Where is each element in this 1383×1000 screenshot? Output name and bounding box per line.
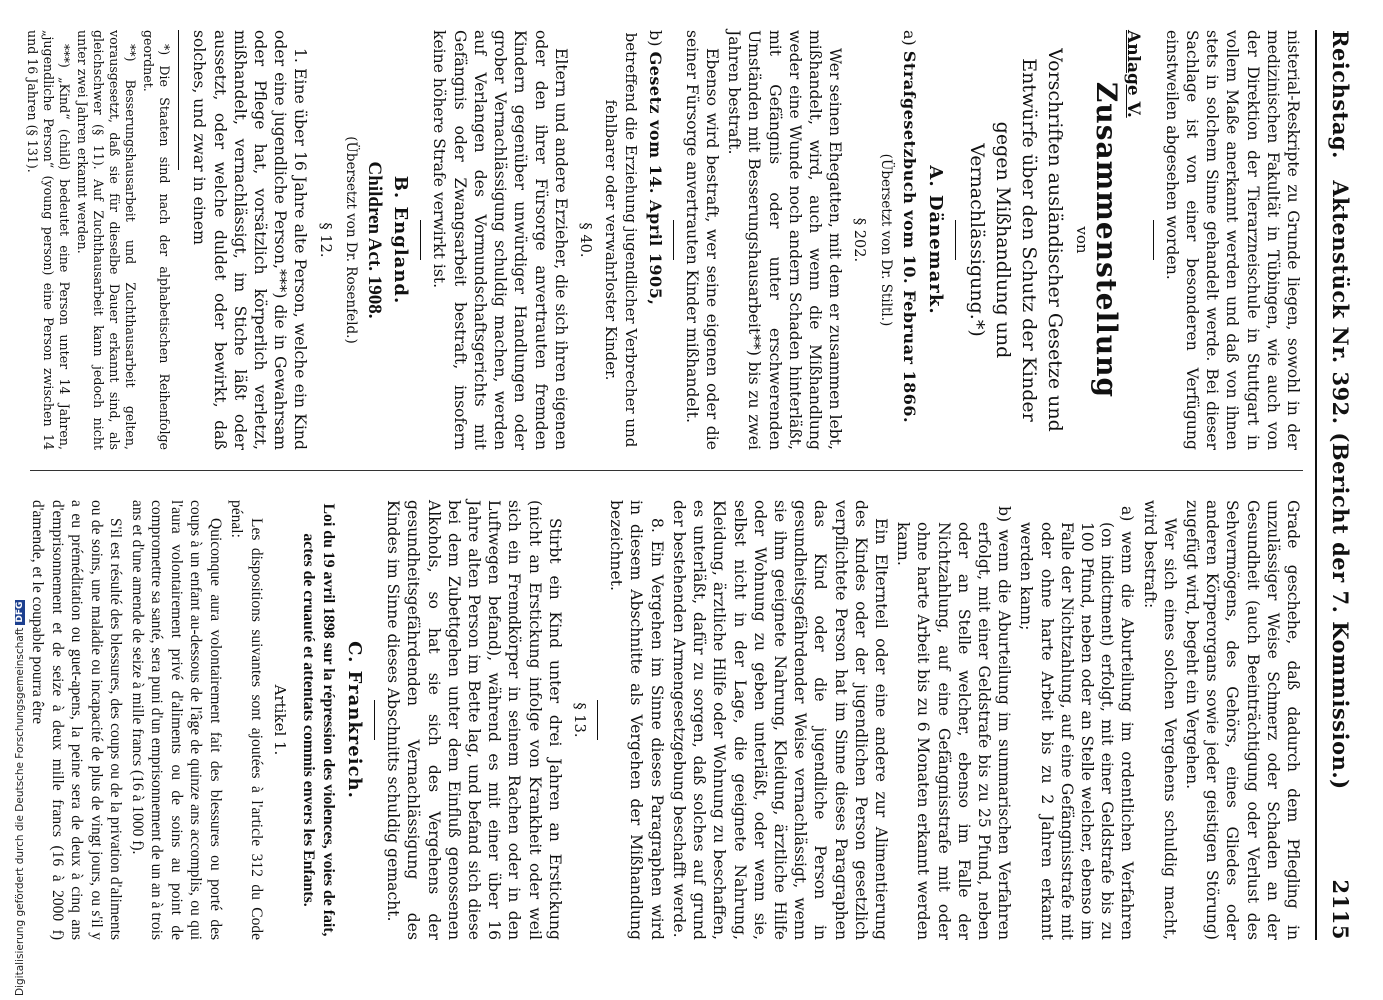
right-intro-2: Wer sich eines solchen Vergehens schuldig macht, wird bestraft:: [1140, 500, 1179, 940]
paragraph-202-text-2: Ebenso wird bestraft, wer seine eigenen oder die seiner Fürsorge anvertrauten Kinder mißhandelt.: [682, 30, 721, 450]
law-b-prefix: b): [645, 30, 665, 47]
law-a-name: Strafgesetzbuch vom 10. Februar 1866.: [899, 50, 919, 424]
footnote-rule: [178, 30, 179, 170]
page-number: 2115: [1328, 879, 1353, 940]
left-intro: nisterial-Reskripte zu Grunde liegen, sowohl in der medizinischen Fakultät in Tübingen, wie auch von der Direktion der Tierarzneischule in Stuttgart in vollem Maße anerkannt werden und daß von ihnen stets in solchem Sinne gehandelt werde. Bei dieser Sachlage ist von einer besonderen Verfügung einstweilen abgesehen worden.: [1162, 30, 1302, 450]
paragraph-202-label: § 202.: [851, 217, 868, 263]
separator: [673, 220, 674, 260]
item-a: a) wenn die Aburteilung im ordentlichen Verfahren (on indictment) erfolgt, mit einer Geldstrafe bis zu 100 Pfund, neben oder an Stelle welcher, ebenso im Falle der Nichtzahlung, auf eine Gefängnisstrafe mit oder ohne harte Arbeit bis zu 2 Jahren erkannt werden kann;: [1017, 506, 1137, 940]
dfg-logo: DFG: [15, 601, 25, 623]
right-intro: Grade geschehe, daß dadurch dem Pflegling in unzulässiger Weise Schmerz oder Schaden an der Gesundheit (auch Beeinträchtigung oder Verlust des Sehvermögens, des Gehörs, eines Gliedes oder anderen Körperorgans sowie jeder geistigen Störung) zugefügt wird, begeht ein Vergehen.: [1182, 500, 1302, 940]
section-c-heading: C. Frankreich.: [344, 641, 366, 799]
paragraph-13-label: § 13.: [571, 702, 588, 738]
footnote-3: ***) „Kind“ (child) bedeutet eine Person unter 14 Jahren, „jugendliche Person“ (young person) eine Person zwischen 14 und 16 Jahren (§ 131).: [25, 30, 73, 450]
header-left: Reichstag.: [1328, 30, 1353, 159]
french-text-3: S'il est résulté des blessures, des coups ou de la privation d'aliments ou de soins, une maladie ou incapacité de plus de vingt jours, ou s'il y a eu préméditation ou guet-apens, la peine sera de deux à cinq ans d'emprisonnement et de seize à deux mille francs (16 à 2000 f) d'amende, et le coupable pourra être: [29, 500, 125, 940]
footnote-1: *) Die Staaten sind nach der alphabetischen Reihenfolge geordnet.: [141, 30, 173, 450]
separator: [420, 220, 421, 260]
law-c-title: Children Act. 1908.: [364, 161, 386, 319]
right-column: [30, 500, 1303, 940]
french-text-2: Quiconque aura volontairement fait des blessures ou porté des coups à un enfant au-dessous de l'âge de quinze ans accomplis, ou qui l'aura volontairement privé d'aliments ou de soins au point de compromettre sa santé, sera puni d'un emprisonnement de un an à trois ans et d'une amende de seize à mille francs (16 à 1000 f).: [128, 500, 224, 940]
header-center-title: Aktenstück Nr. 392.: [1328, 180, 1353, 425]
law-c-translator: (Übersetzt von Dr. Rosenfeld.): [342, 136, 359, 344]
paragraph-40-label: § 40.: [576, 222, 593, 258]
digitization-label: Digitalisierung gefördert durch die Deutsche Forschungsgemeinschaft: [14, 627, 26, 996]
column-divider: [30, 470, 1303, 471]
law-a-translator: (Übersetzt von Dr. Stiltl.): [877, 153, 894, 327]
item-b: b) wenn die Aburteilung im summarischen Verfahren erfolgt, mit einer Geldstrafe bis zu 25 Pfund, neben oder an Stelle welcher, ebenso im Falle der Nichtzahlung, auf eine Gefängnisstrafe mit oder ohne harte Arbeit bis zu 6 Monaten erkannt werden kann.: [894, 506, 1014, 940]
document-title: Zusammenstellung: [1090, 81, 1124, 399]
separator: [1153, 220, 1154, 260]
item-8: 8. Ein Vergehen im Sinne dieses Paragraphen wird in diesem Abschnitte als Vergehen der Mißhandlung bezeichnet.: [607, 500, 666, 940]
law-b-description: betreffend die Erziehung jugendlicher Verbrecher und fehlbarer oder verwahrloster Kinder.: [602, 32, 641, 448]
parent-duty-text: Ein Elternteil oder eine andere zur Alimentierung des Kindes oder der jugendlichen Person gesetzlich verpflichtete Person hat im Sinne dieses Paragraphen das Kind oder die jugendliche Person in gesundheitsgefährdender Weise vernachlässigt, wenn sie ihm geeignete Nahrung, Kleidung, ärztliche Hilfe oder Wohnung zu geben unterläßt, oder wenn sie, selbst nicht in der Lage, die geeignete Nahrung, Kleidung, ärztliche Hilfe oder Wohnung zu beschaffen, es unterläßt, dafür zu sorgen, daß solches auf grund der bestehenden Armengesetzgebung beschafft werde.: [669, 500, 890, 940]
separator: [374, 700, 375, 740]
paragraph-13-text: Stirbt ein Kind unter drei Jahren an Erstickung (nicht an Erstickung infolge von Krankheit oder weil sich ein Fremdkörper in seinem Rachen oder in den Luftwegen befand), während es mit einer über 16 Jahre alten Person im Bette lag, und befand sich diese bei dem Zubettgehen unter dem Einfluß genossenen Alkohols, so hat sie sich des Vergehens der gesundheitsgefährdenden Vernachlässigung des Kindes im Sinne dieses Abschnitts schuldig gemacht.: [384, 500, 564, 940]
law-b-name: Gesetz vom 14. April 1905,: [645, 51, 665, 306]
article-label: Artikel 1.: [270, 684, 289, 756]
page-header: [1319, 30, 1359, 940]
header-center-suffix: (Bericht der 7. Kommission.): [1328, 432, 1353, 790]
section-b-heading: B. England.: [390, 175, 412, 305]
header-center: [1328, 30, 1353, 940]
law-b-title: [644, 30, 664, 450]
french-law-title: Loi du 19 avril 1898 sur la répression des violences, voies de fait, actes de cruauté et attentats commis envers les Enfants.: [299, 503, 337, 937]
paragraph-12-text: 1. Eine über 16 Jahre alte Person, welche ein Kind oder eine jugendliche Person,***) die in Gewahrsam oder Pflege hat, vorsätzlich körperlich verletzt, mißhandelt, vernachlässigt, im Stiche läßt oder aussetzt, oder welche duldet oder bewirkt, daß solches, und zwar in einem: [190, 30, 310, 450]
digitization-note: [0, 0, 26, 1000]
anlage-heading: Anlage V.: [1122, 30, 1143, 118]
header-rule: [1315, 30, 1317, 940]
french-text-1: Les dispositions suivantes sont ajoutées à l'article 312 du Code pénal:: [228, 500, 265, 940]
paragraph-202-text: Wer seinen Ehegatten, mit dem er zusammen lebt, mißhandelt, wird, auch wenn die Mißhandlung weder eine Wunde noch andern Schaden hinterläßt, mit Gefängnis oder unter erschwerenden Umständen mit Besserungshausarbeit**) bis zu zwei Jahren bestraft.: [725, 30, 845, 450]
section-a-heading: A. Dänemark.: [924, 165, 946, 315]
paragraph-12-label: § 12.: [316, 222, 333, 258]
document-subtitle: Vorschriften ausländischer Gesetze und Entwürfe über den Schutz der Kinder gegen Mißhandlung und Vernachlässigung.*): [965, 48, 1066, 432]
separator: [955, 220, 956, 260]
left-column: [25, 30, 1303, 450]
law-a-prefix: a): [899, 30, 919, 46]
law-a-title: [899, 30, 919, 450]
separator: [597, 700, 598, 740]
paragraph-40-text: Eltern und andere Erzieher, die sich ihren eigenen oder den ihrer Fürsorge anvertrauten fremden Kindern gegenüber unwürdiger Handlungen oder grober Vernachlässigung schuldig machen, werden auf Verlangen des Vormundschaftsgerichts mit Gefängnis oder Zwangsarbeit bestraft, insofern keine höhere Strafe verwirkt ist.: [430, 30, 570, 450]
footnote-2: **) Besserungshausarbeit und Zuchthausarbeit gelten, vorausgesetzt, daß sie für dieselbe Dauer erkannt sind, als gleichschwer (§ 11). Auf Zuchthausarbeit kann jedoch nicht unter zwei Jahren erkannt werden.: [75, 30, 139, 450]
von-label: von: [1073, 226, 1092, 254]
digitization-text: [14, 600, 26, 996]
